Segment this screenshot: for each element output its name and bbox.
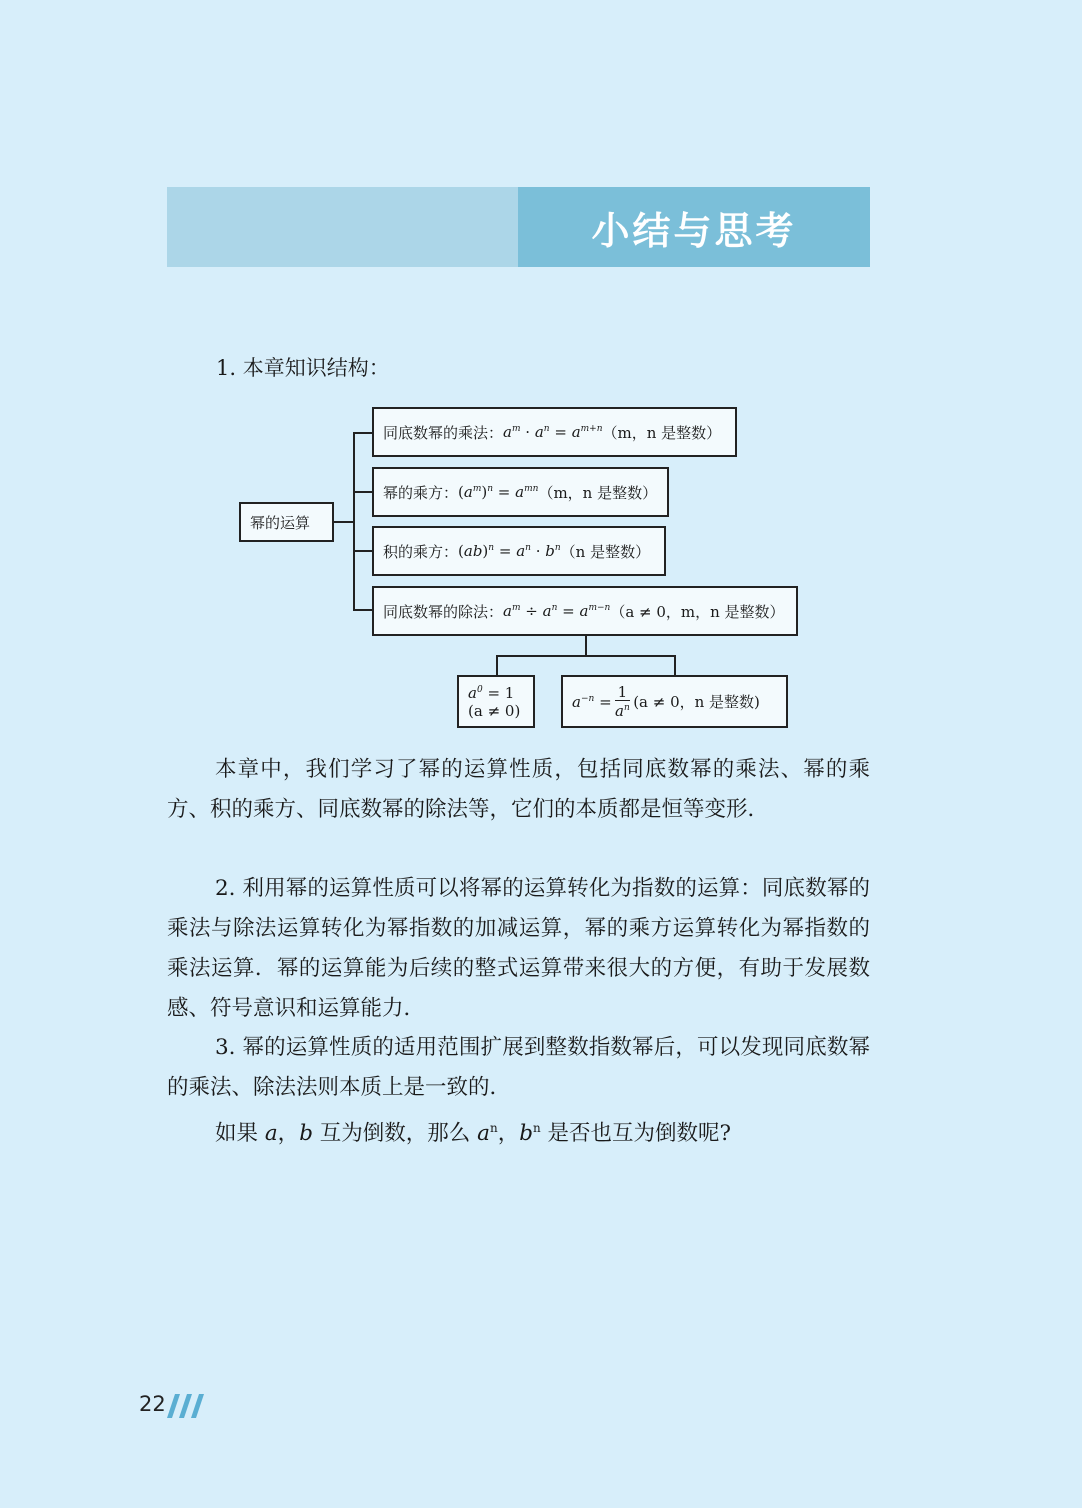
connector xyxy=(496,655,675,657)
negative-power-box: $a^{-n}$ = $\frac{1}{a^n}$ (a ≠ 0，n 是整数) xyxy=(561,675,788,728)
connector xyxy=(585,636,587,656)
page-number: 22 xyxy=(139,1392,166,1416)
paragraph-question xyxy=(167,1108,870,1154)
connector xyxy=(353,491,373,493)
formula: $a^m \cdot a^n = a^{m+n}$ xyxy=(503,423,603,441)
formula: $a^{-n}$ = xyxy=(572,692,612,711)
paragraph-2: 2. 利用幂的运算性质可以将幂的运算转化为指数的运算：同底数幂的乘法与除法运算转化为幂指数的加减运算，幂的乘方运算转化为幂指数的乘法运算．幂的运算能为后续的整式运算带来很大的方便，有助于发展数感、符号意识和运算能力． xyxy=(167,876,870,1021)
banner-title-block xyxy=(518,187,870,267)
zero-power-box: $a^0 = 1$ (a ≠ 0) xyxy=(457,675,535,728)
diagram-root: 幂的运算 xyxy=(239,502,334,542)
connector xyxy=(334,521,354,523)
formula: $a^0 = 1$ xyxy=(468,683,515,702)
rule-box-product-power: 积的乘方： $(ab)^n = a^n \cdot b^n$ （n 是整数） xyxy=(372,526,666,576)
connector xyxy=(674,655,676,675)
paragraph-3: 3. 幂的运算性质的适用范围扩展到整数指数幂后，可以发现同底数幂的乘法、除法法则本质上是一致的． xyxy=(167,1035,870,1100)
formula: $(ab)^n = a^n \cdot b^n$ xyxy=(458,542,561,560)
connector xyxy=(353,432,373,434)
fraction: $\frac{1}{a^n}$ xyxy=(615,682,630,720)
formula: $(a^m)^n = a^{mn}$ xyxy=(458,483,539,501)
banner-title: 小结与思考 xyxy=(591,208,797,253)
formula: $a^m \div a^n = a^{m-n}$ xyxy=(503,602,611,620)
question-text: 如果 a，b 互为倒数，那么 $a^n$，$b^n$ 是否也互为倒数呢? xyxy=(215,1121,732,1147)
connector xyxy=(496,655,498,675)
page-slash-decoration xyxy=(167,1394,207,1420)
connector xyxy=(353,609,373,611)
connector xyxy=(353,432,355,611)
banner-left-block xyxy=(167,187,518,267)
paragraph-summary: 本章中，我们学习了幂的运算性质，包括同底数幂的乘法、幂的乘方、积的乘方、同底数幂的除法等，它们的本质都是恒等变形． xyxy=(167,757,870,822)
section-heading: 1. 本章知识结构： xyxy=(216,356,390,380)
connector xyxy=(353,550,373,552)
rule-box-quotient: 同底数幂的除法： $a^m \div a^n = a^{m-n}$ （a ≠ 0，m，n 是整数） xyxy=(372,586,798,636)
rule-box-power: 幂的乘方： $(a^m)^n = a^{mn}$ （m，n 是整数） xyxy=(372,467,669,517)
rule-box-product: 同底数幂的乘法： $a^m \cdot a^n = a^{m+n}$ （m，n 是整数） xyxy=(372,407,737,457)
